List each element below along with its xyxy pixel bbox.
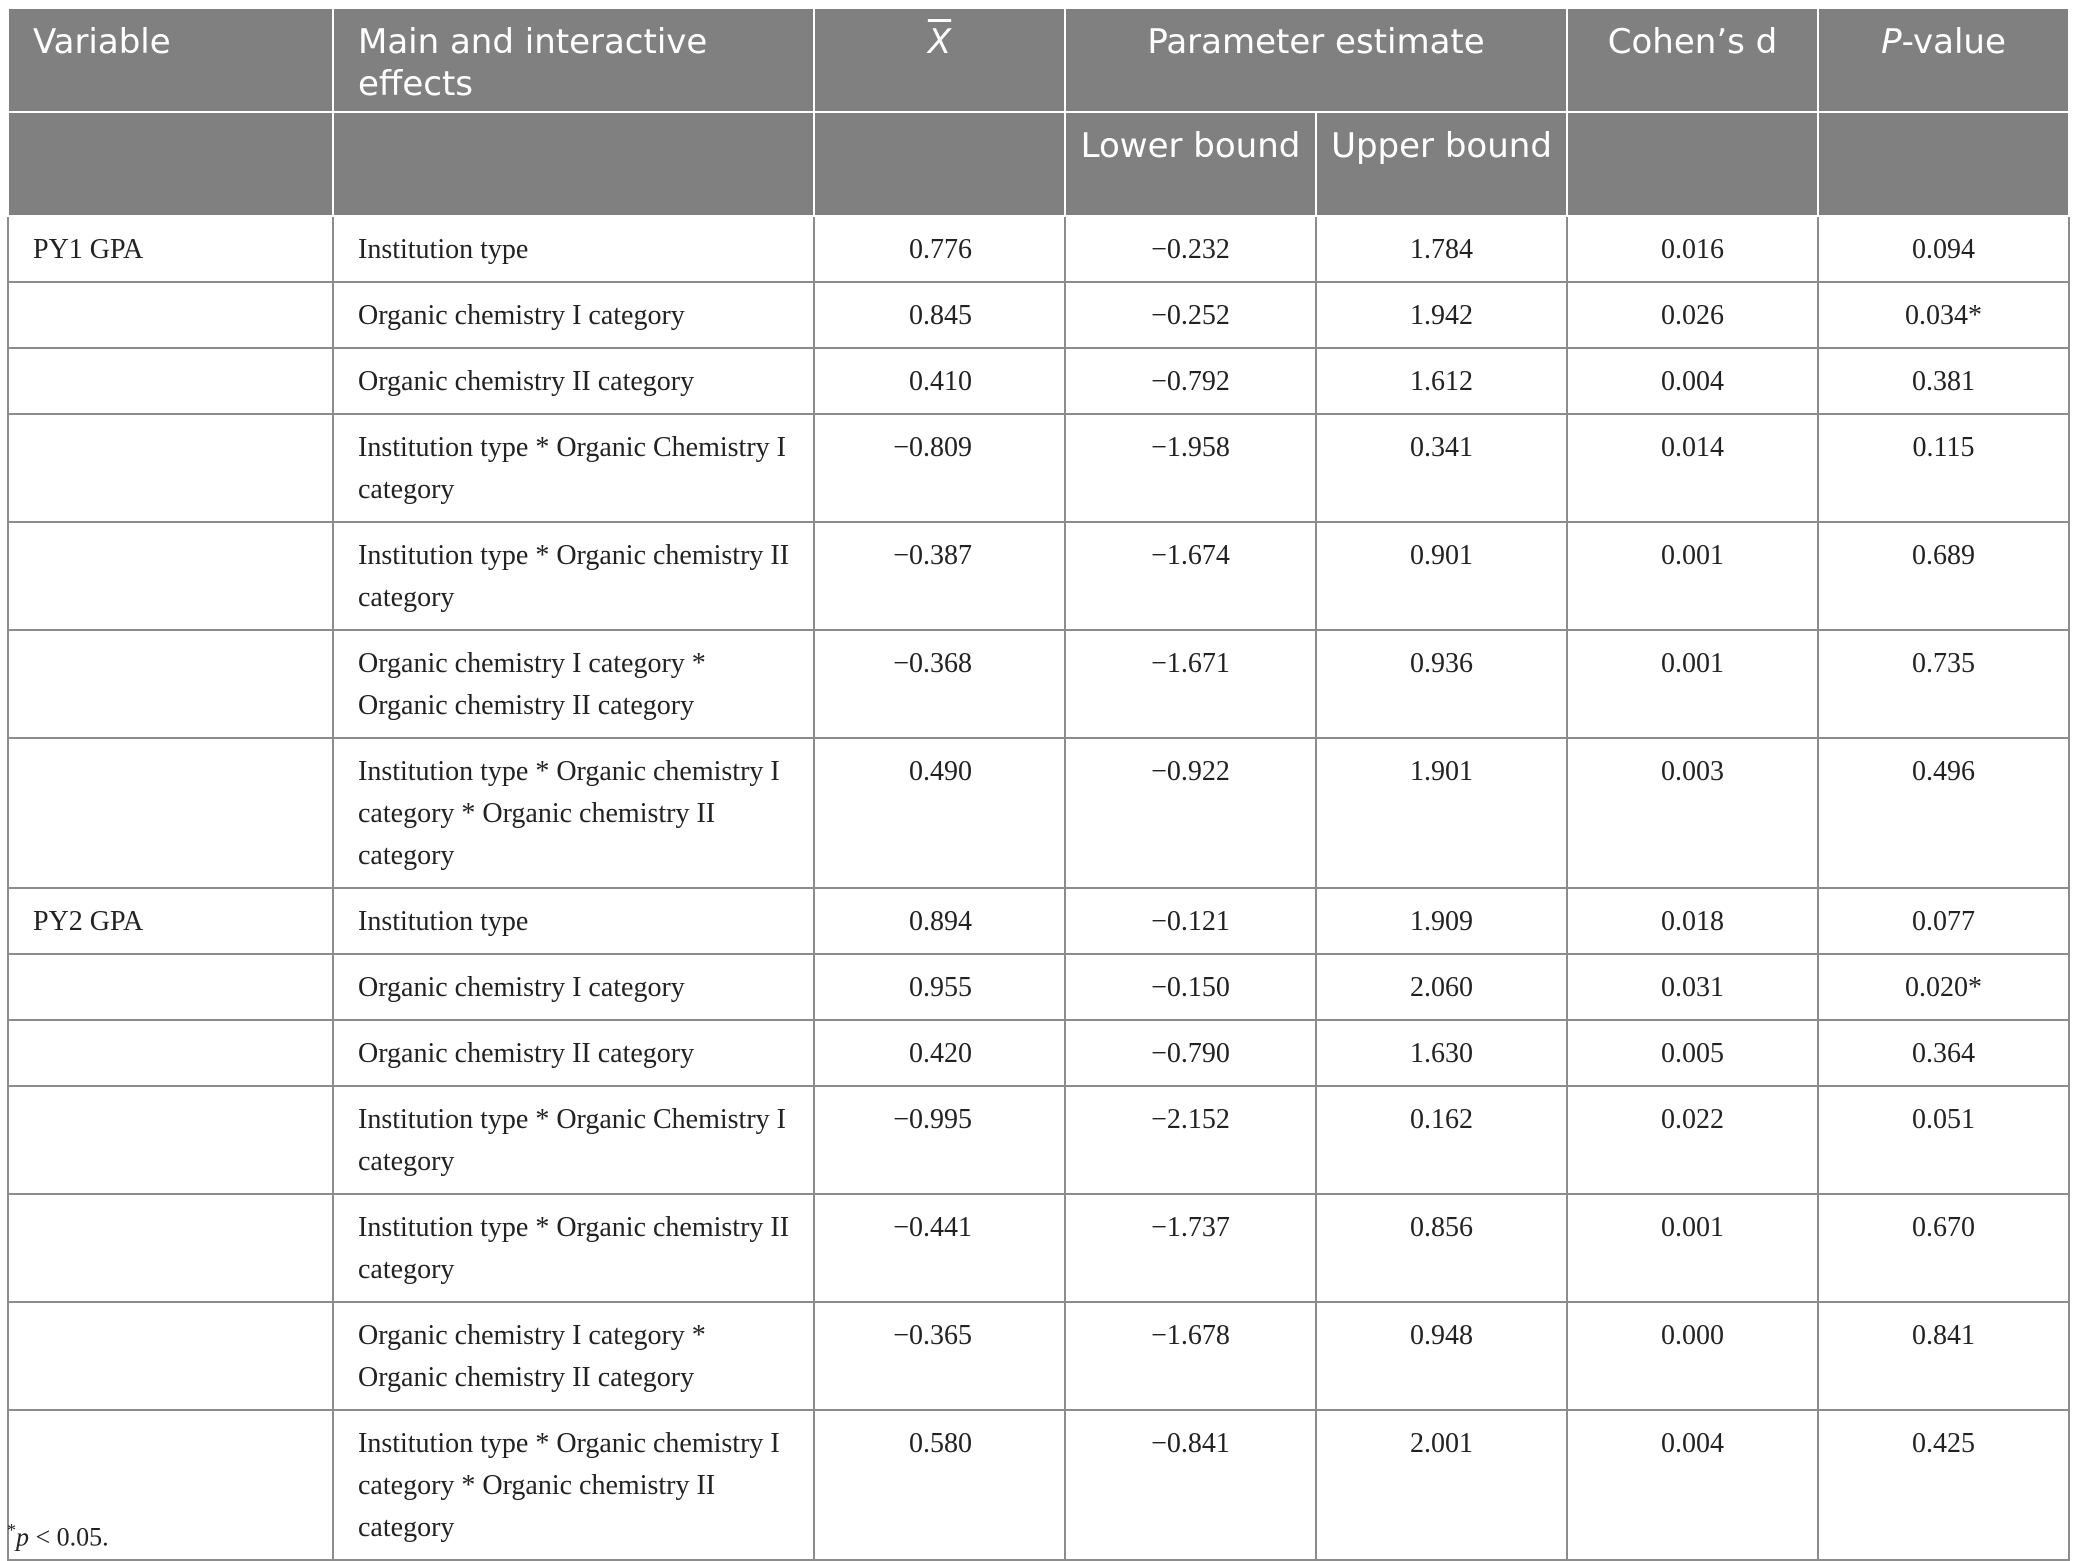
cell-upper-bound: 1.784 [1316,216,1567,282]
cell-effect: Institution type * Organic chemistry I category * Organic chemistry II category [333,738,814,888]
cell-mean: 0.580 [814,1410,1065,1560]
cell-lower-bound: −1.737 [1065,1194,1316,1302]
cell-lower-bound: −0.922 [1065,738,1316,888]
cell-variable [8,414,333,522]
table-row [8,522,2069,630]
table-row [8,348,2069,414]
cell-p-value: 0.364 [1818,1020,2069,1086]
cell-p-value: 0.115 [1818,414,2069,522]
cell-lower-bound: −0.790 [1065,1020,1316,1086]
footnote [7,1520,109,1553]
cell-mean: 0.894 [814,888,1065,954]
footnote-text: < 0.05. [29,1522,109,1552]
cell-p-value: 0.077 [1818,888,2069,954]
footnote-p: p [16,1522,29,1552]
cell-p-value: 0.094 [1818,216,2069,282]
table-row [8,1086,2069,1194]
table-header [8,8,2069,216]
cell-upper-bound: 0.341 [1316,414,1567,522]
cell-upper-bound: 0.856 [1316,1194,1567,1302]
cell-cohens-d: 0.005 [1567,1020,1818,1086]
cell-effect: Organic chemistry II category [333,348,814,414]
cell-effect: Institution type * Organic chemistry I category * Organic chemistry II category [333,1410,814,1560]
cell-mean: 0.410 [814,348,1065,414]
cell-lower-bound: −0.150 [1065,954,1316,1020]
cell-variable [8,1302,333,1410]
cell-variable [8,348,333,414]
cell-p-value: 0.689 [1818,522,2069,630]
results-table [7,7,2070,1561]
cell-variable [8,738,333,888]
cell-lower-bound: −1.671 [1065,630,1316,738]
table-row [8,1020,2069,1086]
cell-upper-bound: 0.901 [1316,522,1567,630]
cell-effect: Institution type * Organic Chemistry I category [333,414,814,522]
header-variable: Variable [8,8,333,112]
table-row [8,738,2069,888]
cell-cohens-d: 0.031 [1567,954,1818,1020]
cell-lower-bound: −0.841 [1065,1410,1316,1560]
cell-upper-bound: 1.612 [1316,348,1567,414]
header-parameter-estimate: Parameter estimate [1065,8,1567,112]
cell-variable [8,282,333,348]
header-upper-bound: Upper bound [1316,112,1567,216]
header-blank-cohens-d [1567,112,1818,216]
cell-upper-bound: 0.162 [1316,1086,1567,1194]
cell-mean: −0.809 [814,414,1065,522]
cell-effect: Organic chemistry II category [333,1020,814,1086]
cell-variable [8,1194,333,1302]
header-p-value [1818,8,2069,112]
cell-variable [8,954,333,1020]
cell-variable [8,1086,333,1194]
cell-p-value: 0.735 [1818,630,2069,738]
cell-effect: Institution type * Organic chemistry II category [333,522,814,630]
cell-p-value: 0.425 [1818,1410,2069,1560]
cell-upper-bound: 2.001 [1316,1410,1567,1560]
cell-mean: 0.776 [814,216,1065,282]
cell-mean: −0.365 [814,1302,1065,1410]
header-blank-variable [8,112,333,216]
cell-cohens-d: 0.018 [1567,888,1818,954]
cell-upper-bound: 2.060 [1316,954,1567,1020]
header-mean [814,8,1065,112]
cell-p-value: 0.496 [1818,738,2069,888]
cell-variable [8,630,333,738]
table-row [8,630,2069,738]
cell-lower-bound: −1.958 [1065,414,1316,522]
cell-upper-bound: 1.909 [1316,888,1567,954]
cell-effect: Organic chemistry I category * Organic chemistry II category [333,630,814,738]
table-row [8,1302,2069,1410]
table-row [8,954,2069,1020]
cell-p-value: 0.670 [1818,1194,2069,1302]
cell-effect: Institution type [333,216,814,282]
header-lower-bound: Lower bound [1065,112,1316,216]
table-row [8,1194,2069,1302]
header-blank-p-value [1818,112,2069,216]
cell-mean: −0.368 [814,630,1065,738]
table-body [8,216,2069,1560]
p-value-rest: -value [1901,22,2006,62]
header-row-1 [8,8,2069,112]
cell-cohens-d: 0.026 [1567,282,1818,348]
cell-effect: Institution type [333,888,814,954]
cell-effect: Institution type * Organic Chemistry I category [333,1086,814,1194]
cell-cohens-d: 0.004 [1567,348,1818,414]
header-cohens-d: Cohen’s d [1567,8,1818,112]
cell-effect: Organic chemistry I category * Organic chemistry II category [333,1302,814,1410]
header-effects: Main and interactive effects [333,8,814,112]
cell-lower-bound: −0.252 [1065,282,1316,348]
cell-lower-bound: −1.674 [1065,522,1316,630]
cell-variable: PY2 GPA [8,888,333,954]
table-row [8,414,2069,522]
cell-mean: −0.387 [814,522,1065,630]
cell-variable [8,522,333,630]
cell-p-value: 0.020* [1818,954,2069,1020]
p-value-italic: P [1881,22,1902,62]
cell-cohens-d: 0.016 [1567,216,1818,282]
cell-cohens-d: 0.001 [1567,522,1818,630]
cell-cohens-d: 0.000 [1567,1302,1818,1410]
cell-effect: Institution type * Organic chemistry II category [333,1194,814,1302]
cell-upper-bound: 0.948 [1316,1302,1567,1410]
table-row [8,282,2069,348]
cell-cohens-d: 0.004 [1567,1410,1818,1560]
cell-lower-bound: −1.678 [1065,1302,1316,1410]
table-row [8,216,2069,282]
cell-cohens-d: 0.001 [1567,1194,1818,1302]
table-row [8,888,2069,954]
cell-variable: PY1 GPA [8,216,333,282]
cell-mean: 0.955 [814,954,1065,1020]
header-row-2 [8,112,2069,216]
cell-p-value: 0.051 [1818,1086,2069,1194]
cell-cohens-d: 0.001 [1567,630,1818,738]
cell-variable [8,1020,333,1086]
cell-mean: 0.490 [814,738,1065,888]
cell-cohens-d: 0.014 [1567,414,1818,522]
mean-symbol: $\overline{X}$ [927,22,952,62]
cell-p-value: 0.034* [1818,282,2069,348]
table-row [8,1410,2069,1560]
cell-lower-bound: −0.121 [1065,888,1316,954]
cell-mean: −0.441 [814,1194,1065,1302]
cell-cohens-d: 0.003 [1567,738,1818,888]
cell-upper-bound: 1.942 [1316,282,1567,348]
cell-upper-bound: 1.630 [1316,1020,1567,1086]
cell-upper-bound: 1.901 [1316,738,1567,888]
cell-effect: Organic chemistry I category [333,954,814,1020]
cell-upper-bound: 0.936 [1316,630,1567,738]
cell-effect: Organic chemistry I category [333,282,814,348]
header-blank-mean [814,112,1065,216]
cell-lower-bound: −0.792 [1065,348,1316,414]
header-blank-effects [333,112,814,216]
cell-mean: −0.995 [814,1086,1065,1194]
cell-p-value: 0.381 [1818,348,2069,414]
cell-mean: 0.845 [814,282,1065,348]
results-table-container [7,7,2068,1561]
cell-cohens-d: 0.022 [1567,1086,1818,1194]
footnote-mark: * [7,1520,16,1540]
cell-lower-bound: −2.152 [1065,1086,1316,1194]
cell-mean: 0.420 [814,1020,1065,1086]
cell-lower-bound: −0.232 [1065,216,1316,282]
cell-p-value: 0.841 [1818,1302,2069,1410]
